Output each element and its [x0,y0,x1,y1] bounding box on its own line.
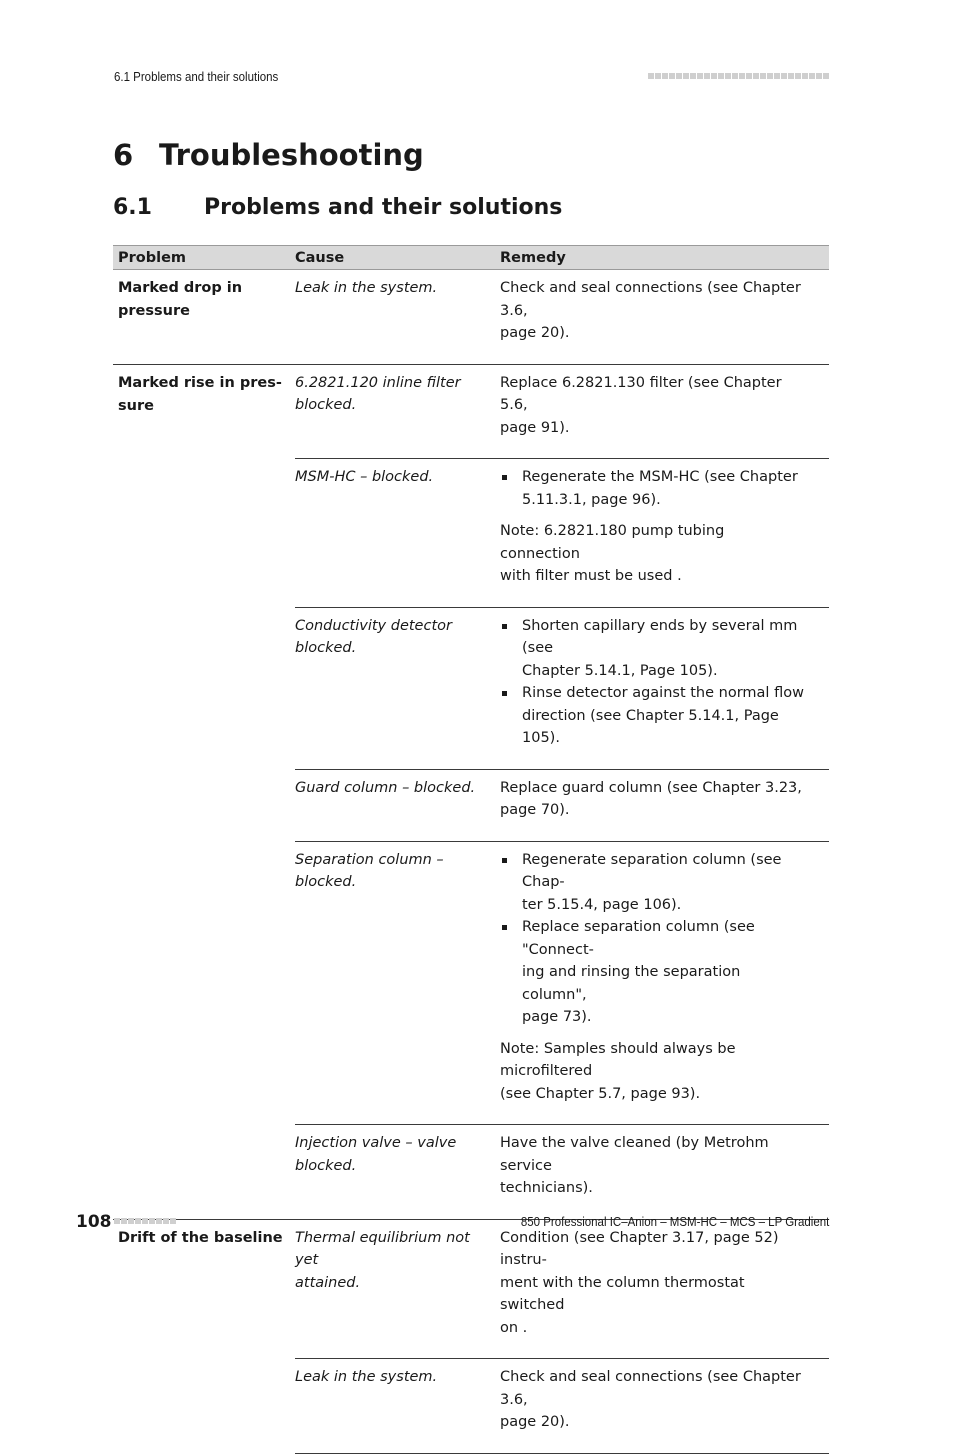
remedy-cell [500,777,829,822]
remedy-note: Note: 6.2821.180 pump tubing connection with filter must be used . [500,523,725,584]
cause-cell: Leak in the system. [295,280,438,296]
remedy-text: Replace 6.2821.130 filter (see Chapter 5.6, page 91). [500,374,782,436]
chapter-title-text: Troubleshooting [159,138,424,172]
footer-decoration [114,1218,176,1224]
remedy-bullet: Regenerate separation column (see Chap- ter 5.15.4, page 106). [500,849,804,917]
cause-cell: Leak in the system. [295,1369,438,1385]
remedy-bullet: Replace separation column (see "Connect- ing and rinsing the separation column", page 73). [500,916,804,1029]
running-header: 6.1 Problems and their solutions [114,70,279,84]
remedy-cell [500,849,829,1106]
remedy-text: Have the valve cleaned (by Metrohm service technicians). [500,1135,769,1196]
remedy-bullet-list [500,615,804,750]
table-row [295,842,829,1126]
header-problem: Problem [118,249,187,266]
chapter-title [113,138,424,172]
remedy-bullet: Shorten capillary ends by several mm (see Chapter 5.14.1, Page 105). [500,615,804,683]
remedy-text: Replace guard column (see Chapter 3.23, page 70). [500,779,802,818]
remedy-cell [500,1227,829,1340]
problem-group [113,1220,829,1454]
remedy-cell [500,1366,829,1434]
cause-remedy-rows [295,365,829,1219]
section-title-text: Problems and their solutions [204,195,563,220]
section-title [113,195,562,220]
cause-remedy-rows [295,270,829,364]
problem-cell: Marked rise in pres- sure [118,374,282,414]
remedy-cell [500,615,829,750]
remedy-text: Check and seal connections (see Chapter 3.6, page 20). [500,1369,801,1430]
cause-cell: 6.2821.120 inline filter blocked. [295,374,461,413]
problem-group [113,270,829,365]
remedy-note: Note: Samples should always be microfiltered (see Chapter 5.7, page 93). [500,1040,736,1102]
cause-remedy-rows [295,1220,829,1454]
table-row [295,1359,829,1454]
header-remedy: Remedy [500,249,566,266]
table-row [295,608,829,770]
remedy-bullet: Regenerate the MSM-HC (see Chapter 5.11.3.1, page 96). [500,466,804,511]
table-row [295,1220,829,1360]
remedy-cell [500,277,829,345]
cause-cell: Injection valve – valve blocked. [295,1135,457,1174]
cause-cell: Guard column – blocked. [295,779,476,796]
cause-cell: MSM-HC – blocked. [295,469,434,485]
cause-cell: Separation column – blocked. [295,851,444,890]
remedy-cell [500,466,829,588]
table-row [295,365,829,460]
remedy-cell [500,1132,829,1200]
chapter-number: 6 [113,138,134,172]
cause-cell: Conductivity detector blocked. [295,617,452,656]
troubleshooting-table [113,245,829,1454]
problem-cell: Marked drop in pressure [118,280,243,319]
table-row [295,1125,829,1219]
table-row [295,770,829,842]
table-row [295,270,829,364]
cause-cell: Thermal equilibrium not yet attained. [295,1229,470,1291]
problem-cell: Drift of the baseline [118,1229,283,1246]
table-row [295,459,829,608]
problem-group [113,365,829,1220]
header-cause: Cause [295,249,345,266]
table-header-row [113,245,829,270]
remedy-text: Condition (see Chapter 3.17, page 52) instru- ment with the column thermostat switched on . [500,1229,779,1336]
section-number: 6.1 [113,195,152,220]
remedy-bullet-list [500,466,804,511]
table-body [113,270,829,1454]
remedy-bullet-list [500,849,804,1029]
remedy-text: Check and seal connections (see Chapter 3.6, page 20). [500,280,801,341]
header-decoration [648,73,829,79]
remedy-bullet: Rinse detector against the normal flow direction (see Chapter 5.14.1, Page 105). [500,682,804,750]
remedy-cell [500,372,829,440]
product-name: 850 Professional IC–Anion – MSM-HC – MCS – LP Gradient [520,1215,829,1229]
page-number: 108 [76,1212,112,1232]
